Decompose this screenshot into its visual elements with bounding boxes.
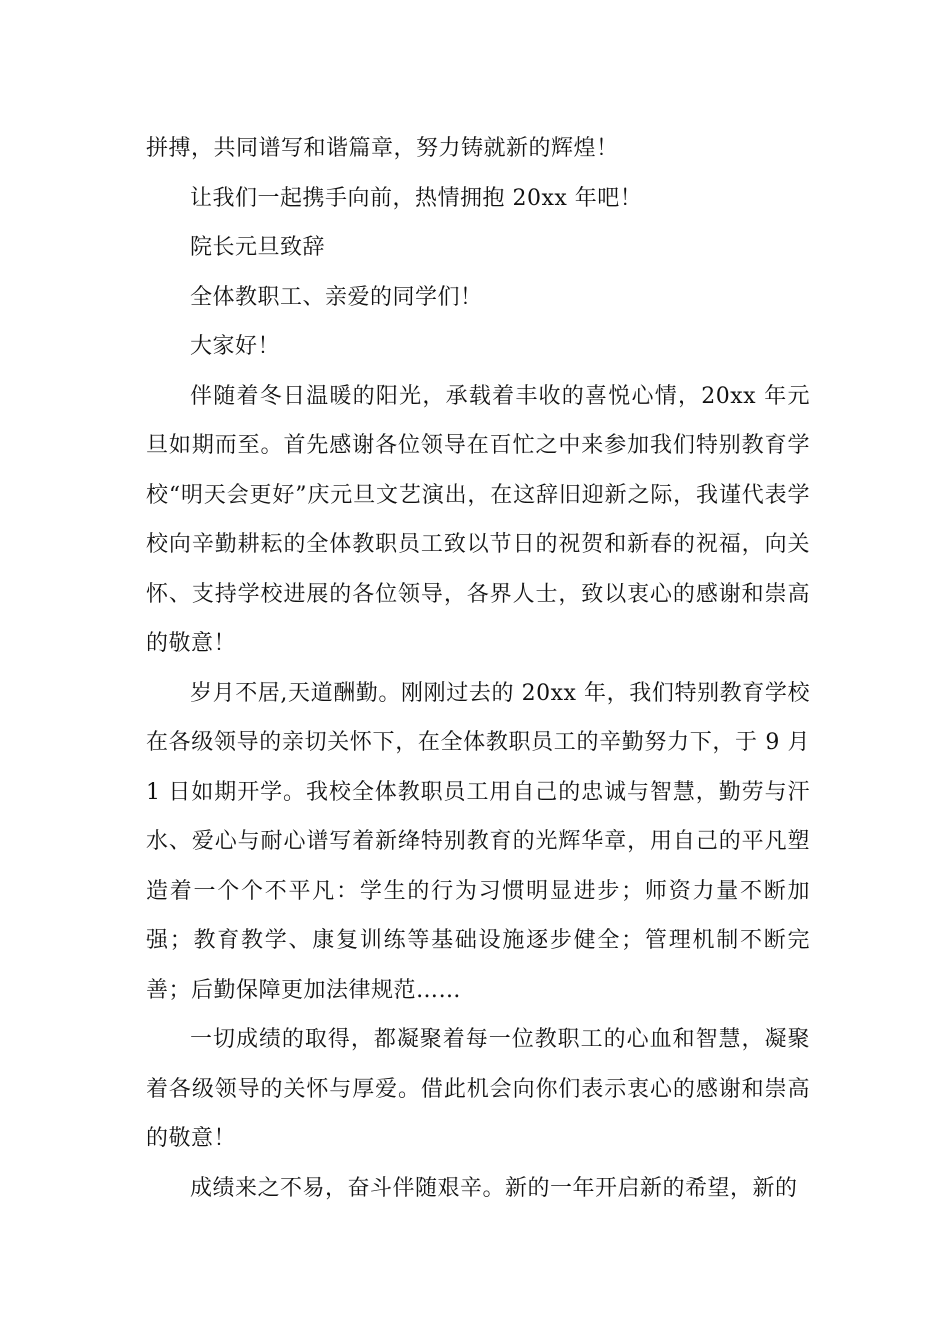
salutation: 全体教职工、亲爱的同学们！: [190, 284, 483, 310]
greeting: 大家好！: [190, 334, 281, 359]
paragraph: 一切成绩的取得，都凝聚着每一位教职工的心血和智慧，凝聚着各级领导的关怀与厚爱。借此机会向你们表示衷心的感谢和崇高的敬意！: [146, 1027, 810, 1151]
document-body: [146, 124, 810, 1213]
paragraph: 成绩来之不易，奋斗伴随艰辛。新的一年开启新的希望，新的: [190, 1175, 798, 1201]
paragraph: 让我们一起携手向前，热情拥抱 20xx 年吧！: [190, 185, 643, 211]
paragraph: 伴随着冬日温暖的阳光，承载着丰收的喜悦心情，20xx 年元旦如期而至。首先感谢各位领导在百忙之中来参加我们特别教育学校“明天会更好”庆元旦文艺演出，在这辞旧迎新之际，我谨代表学校向辛勤耕耘的全体教职员工致以节日的祝贺和新春的祝福，向关怀、支持学校进展的各位领导，各界人士，致以衷心的感谢和崇高的敬意！: [146, 383, 810, 656]
section-heading: 院长元旦致辞: [190, 235, 326, 260]
paragraph: 拼搏，共同谱写和谐篇章，努力铸就新的辉煌！: [146, 136, 619, 161]
paragraph: 岁月不居,天道酬勤。刚刚过去的 20xx 年，我们特别教育学校在各级领导的亲切关怀下，在全体教职员工的辛勤努力下，于 9 月 1 日如期开学。我校全体教职员工用自己的忠诚与智慧，勤劳与汗水、爱心与耐心谱写着新绛特别教育的光辉华章，用自己的平凡塑造着一个个不平凡：学生的行为习惯明显进步；师资力量不断加强；教育教学、康复训练等基础设施逐步健全；管理机制不断完善；后勤保障更加法律规范……: [146, 680, 810, 1003]
